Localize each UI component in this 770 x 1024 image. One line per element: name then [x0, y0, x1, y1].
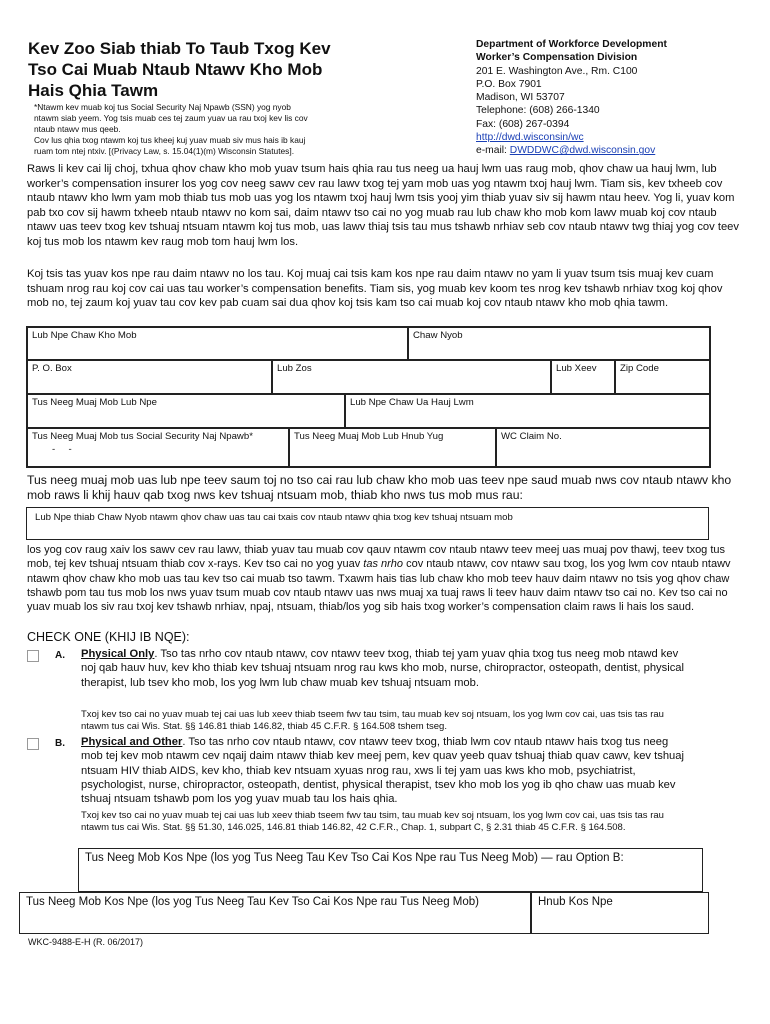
facility-name-field[interactable] [27, 327, 408, 360]
release-text: los yog cov raug xaiv los sawv cev rau lawv, thiab yuav tau muab cov qauv ntawm cov ntaub ntawv teev meej uas muaj pov thawj, teev txog tus mob, tej kev tshuaj ntsuam thiab cov x-rays. Kev tso cai no yog yuav [27, 544, 726, 571]
option-b-text [81, 735, 693, 806]
po-box-field[interactable] [27, 360, 272, 394]
agency-address1: 201 E. Washington Ave., Rm. C100 [476, 65, 638, 77]
field-label: Zip Code [620, 363, 659, 374]
ssn-note-line: *Ntawm kev muab koj tus Social Security Naj Npawb (SSN) yog nyob [34, 102, 291, 112]
field-label: Hnub Kos Npe [538, 896, 613, 908]
option-a-letter: A. [55, 650, 65, 661]
patient-info-table [26, 326, 711, 468]
option-a-text [81, 647, 693, 690]
dob-field[interactable] [289, 428, 496, 467]
ssn-dashes: - - [52, 444, 72, 455]
option-b-letter: B. [55, 738, 65, 749]
agency-address3: Madison, WI 53707 [476, 92, 565, 104]
field-label: Chaw Nyob [413, 330, 463, 341]
employee-name-field[interactable] [27, 394, 345, 428]
city-field[interactable] [272, 360, 551, 394]
release-text: cov ntaub ntawv, cov ntawv sau txog, los yog lwm cov ntaub ntawv ntawm qhov chaw kho mob uas tau kev tso cai muab tso tawm. Txawm hais tias lub chaw kho mob teev hauv daim ntawv no tsis yog qhov chaw tshawb pom tau tus mob los nws yuav tsum muab cov ntaub ntawv uas nws muaj xa tuaj raws li teev hauv daim ntawv tso cai no. Kev tso cai no yuav muab los siv rau txoj kev tshawb nrhiav, npaj, ntsuam, thiab/los yog sib hais txog worker’s compensation claim raws li hais los saud. [27, 558, 731, 614]
option-b-signature-field[interactable] [78, 848, 703, 892]
ssn-privacy-note [34, 102, 374, 157]
claim-no-field[interactable] [496, 428, 710, 467]
ssn-note-line: Cov lus qhia txog ntawm koj tus kheej kuj yuav muab siv mus hais ib kauj [34, 135, 306, 145]
option-a-checkbox[interactable] [27, 650, 39, 662]
intro-paragraph-1: Raws li kev cai lij choj, txhua qhov chaw kho mob yuav tsum hais qhia rau tus neeg ua hauj lwm uas raug mob, qhov chaw ua hauj lwm, lub worker’s compensation insurer los yog cov neeg sawv cev rau lawv txog tej yam mob uas yog ntawm txoj hauj lwm. Tiam sis, kev txheeb cov ntaub ntawv kho lwm yam mob thiab tus mob uas yog los ntawm txoj hauj lwm tsis yooj yim thiab yuav siv sij hawm ntau heev. Yog li, yuav kom pab txo cov sij hawm txheeb ntaub ntawv no kom sai, daim ntawv tso cai no yog muab rau lub chaw kho mob kom lawv muab koj cov ntaub ntawv uas teev txog kev tshuaj ntsuam ntawm koj tus mob, uas lawv thiaj tsis tau mus tshawb nrhiav seb cov ntaub ntawv twg thiaj yog cov teev koj tus mob los ntawm kev raug mob tom hauj lwm los. [27, 163, 739, 248]
field-label: Lub Npe Chaw Kho Mob [32, 330, 137, 341]
agency-email-link[interactable]: DWDDWC@dwd.wisconsin.gov [509, 145, 656, 157]
field-label: Tus Neeg Mob Kos Npe (los yog Tus Neeg Tau Kev Tso Cai Kos Npe rau Tus Neeg Mob) — rau Option B: [85, 852, 624, 864]
agency-email-label: e-mail: [476, 145, 510, 157]
page-title [28, 38, 428, 101]
option-b-body: . Tso tas nrho cov ntaub ntawv, cov ntawv teev txog, thiab lwm cov ntaub ntawv hais txog tus neeg mob tej kev mob ntawm cev nqaij daim ntawv thiab kev meej pem, kev quav yeeb quav tshuaj thiab quav cawv, kev tshuaj ntsuam HIV thiab AIDS, kev kho, thiab kev ntsuam xyuas nrog rau, xws li tej yam uas kws kho mob, psychiatrist, psychologist, nurse, chiropractor, osteopath, dentist, physical therapist, tsev kho mob los yog ib qho chaw uas muab kev tshuaj ntsuam tshawb pom los yog yuav muab tau los hais qhia. [81, 736, 684, 806]
agency-contact [476, 38, 766, 158]
ssn-field[interactable] [27, 428, 289, 467]
authorization-paragraph: Tus neeg muaj mob uas lub npe teev saum toj no tso cai rau lub chaw kho mob uas teev npe saud muab nws cov ntaub ntawv kho mob raws li khij hauv qab txog nws kev tshuaj ntsuam mob, thiab kho nws tus mob mus rau: [27, 473, 732, 502]
field-label: Lub Xeev [556, 363, 597, 374]
field-label: Tus Neeg Muaj Mob Lub Hnub Yug [294, 431, 444, 442]
facility-address-field[interactable] [408, 327, 710, 360]
option-b-legal: Txoj kev tso cai no yuav muab tej cai uas lub xeev thiab tseem fwv tau tsim, tau muab kev soj ntsuam, los yog lwm cov cai, uas tsis tas rau ntawm tus cai Wis. Stat. §§ 51.30, 146.025, 146.81 thiab 146.82, 42 C.F.R., Chap. 1, subpart C, § 2.31 thiab 45 C.F.R. § 164.508. [81, 810, 664, 834]
option-a-body: . Tso tas nrho cov ntaub ntawv, cov ntawv teev txog, thiab tej yam yuav qhia txog tus neeg mob ntawd kev noj qab hauv huv, kev kho thiab kev tshuaj ntsuam nrog rau kws kho mob, nurse, chiropractor, osteopath, dentist, physical therapist, lub tsev kho mob, los yog lwm lub chaw muab kev tshuaj ntsuam mob. [81, 648, 685, 689]
field-label: WC Claim No. [501, 431, 562, 442]
option-b-checkbox[interactable] [27, 738, 39, 750]
field-label: Tus Neeg Muaj Mob tus Social Security Naj Npawb* [32, 431, 253, 442]
ssn-note-line: ntaub ntawv mus qeeb. [34, 124, 121, 134]
release-italic: tas nrho [363, 558, 404, 571]
ssn-note-line: ruam tom ntej ntxiv. [(Privacy Law, s. 15.04(1)(m) Wisconsin Statutes]. [34, 146, 295, 156]
field-label: Lub Zos [277, 363, 312, 374]
agency-website-link[interactable]: http://dwd.wisconsin/wc [476, 132, 584, 144]
field-label: Tus Neeg Mob Kos Npe (los yog Tus Neeg Tau Kev Tso Cai Kos Npe rau Tus Neeg Mob) [26, 896, 479, 908]
field-label: Tus Neeg Muaj Mob Lub Npe [32, 397, 157, 408]
zip-field[interactable] [615, 360, 710, 394]
option-b-title: Physical and Other [81, 736, 183, 748]
agency-fax: Fax: (608) 267-0394 [476, 118, 570, 130]
agency-dept: Department of Workforce Development [476, 39, 667, 50]
recipient-name-address-field[interactable] [26, 507, 709, 540]
employer-name-field[interactable] [345, 394, 710, 428]
title-line-3: Hais Qhia Tawm [28, 81, 159, 100]
field-label: Lub Npe thiab Chaw Nyob ntawm qhov chaw uas tau cai txais cov ntaub ntawv qhia txog kev tshuaj ntsuam mob [35, 512, 513, 523]
option-a-title: Physical Only [81, 648, 155, 660]
option-a-legal: Txoj kev tso cai no yuav muab tej cai uas lub xeev thiab tseem fwv tau tsim, tau muab kev soj ntsuam, los yog lwm cov cai, uas tsis tas rau ntawm tus cai Wis. Stat. §§ 146.81 thiab 146.82, thiab 45 C.F.R. § 164.508 tshem tseg. [81, 709, 664, 733]
release-scope-paragraph [27, 543, 739, 614]
state-field[interactable] [551, 360, 615, 394]
form-id: WKC-9488-E-H (R. 06/2017) [28, 937, 144, 947]
patient-signature-field[interactable] [19, 892, 531, 934]
ssn-note-line: ntawm siab yeem. Yog tsis muab ces tej zaum yuav ua rau txoj kev lis cov [34, 113, 308, 123]
field-label: P. O. Box [32, 363, 72, 374]
intro-paragraph-2: Koj tsis tas yuav kos npe rau daim ntawv no los tau. Koj muaj cai tsis kam kos npe rau daim ntawv no yam li yuav tsum tsis muaj kev cuam tshuam nrog rau koj cov cai uas tau worker’s compensation benefits. Tiam sis, yog muab kev koom tes nrog kev tshawb nrhiav txog koj qhov mob no, tej zaum koj yuav tau cov kev pab cuam sai dua qhov koj tsis kam tso cai muab koj cov ntaub ntawv kho mob qhia tawm. [27, 268, 723, 310]
agency-phone: Telephone: (608) 266-1340 [476, 105, 600, 117]
title-line-1: Kev Zoo Siab thiab To Taub Txog Kev [28, 39, 331, 58]
agency-division: Worker’s Compensation Division [476, 52, 638, 64]
signature-date-field[interactable] [531, 892, 709, 934]
agency-address2: P.O. Box 7901 [476, 78, 542, 90]
check-one-heading: CHECK ONE (KHIJ IB NQE): [27, 630, 190, 644]
title-line-2: Tso Cai Muab Ntaub Ntawv Kho Mob [28, 60, 323, 79]
field-label: Lub Npe Chaw Ua Hauj Lwm [350, 397, 474, 408]
